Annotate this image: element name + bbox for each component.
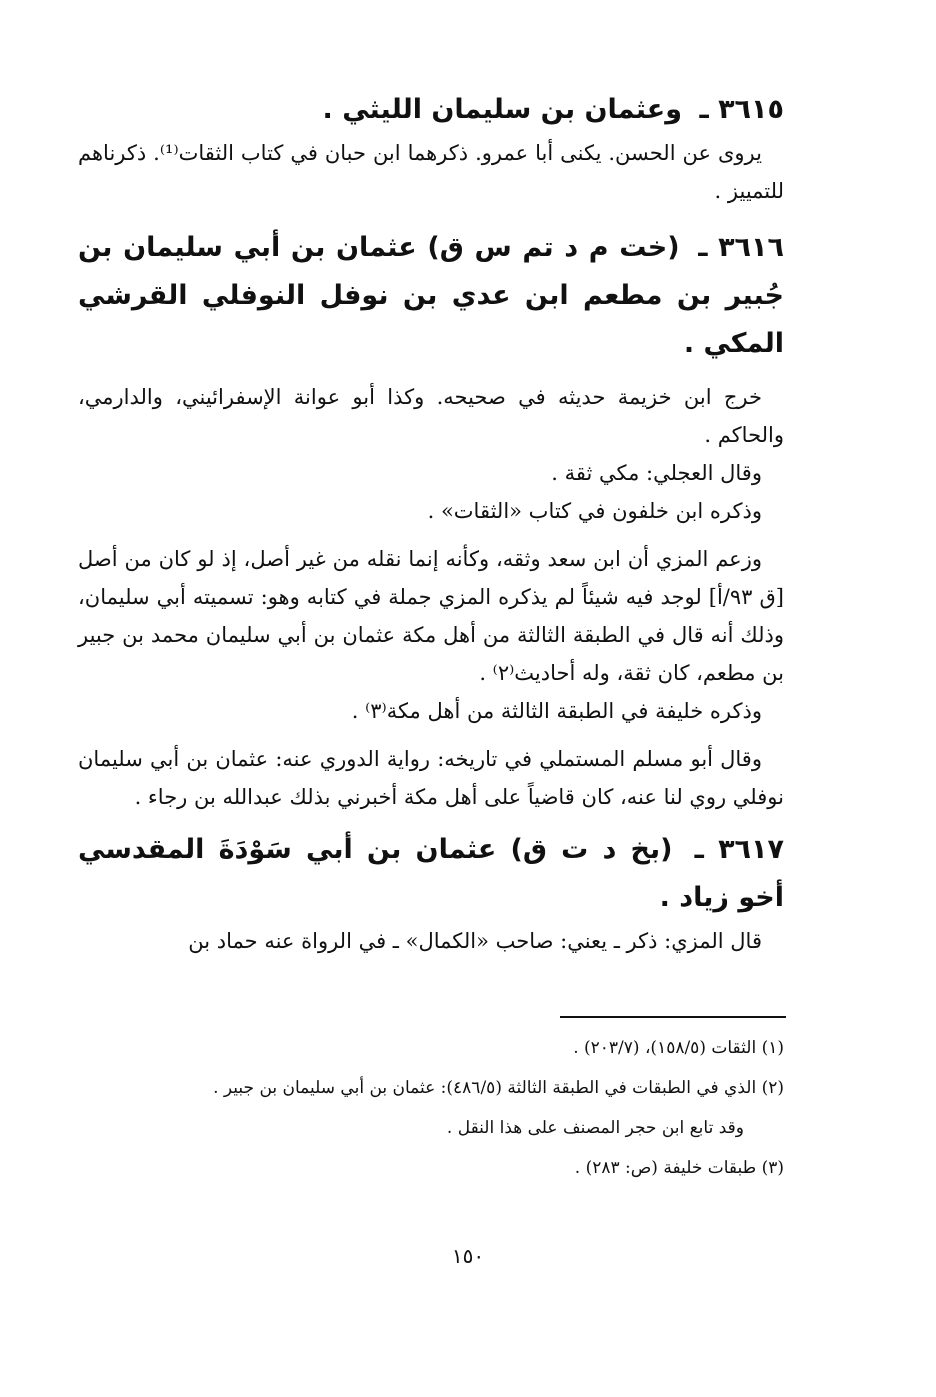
entry-paragraph: خرج ابن خزيمة حديثه في صحيحه. وكذا أبو عوانة الإسفرائيني، والدارمي، والحاكم . bbox=[78, 385, 784, 447]
entry-heading-3615 bbox=[78, 86, 784, 134]
entry-paragraph: وذكره خليفة في الطبقة الثالثة من أهل مكة⁽٣⁾ . bbox=[351, 699, 762, 723]
entry-paragraph: يروى عن الحسن. يكنى أبا عمرو. ذكرهما ابن حبان في كتاب الثقات⁽¹⁾. ذكرناهم للتمييز . bbox=[78, 141, 784, 203]
entry-paragraph: قال المزي: ذكر ـ يعني: صاحب «الكمال» ـ في الرواة عنه حماد بن bbox=[188, 929, 762, 953]
entry-paragraph: وذكره ابن خلفون في كتاب «الثقات» . bbox=[427, 499, 762, 523]
footnote-divider bbox=[560, 1016, 786, 1018]
page-number: ١٥٠ bbox=[451, 1244, 485, 1268]
footnote-2: (٢) الذي في الطبقات في الطبقة الثالثة (٤٨٦/٥): عثمان بن أبي سليمان بن جبير . bbox=[213, 1078, 784, 1098]
entry-number: ٣٦١٥ ـ bbox=[699, 94, 784, 125]
entry-paragraph: وزعم المزي أن ابن سعد وثقه، وكأنه إنما نقله من غير أصل، إذ لو كان من أصل [ق ٩٣/أ] لوجد فيه شيئاً لم يذكره المزي جملة في كتابه وهو: تسميته أبي سليمان، وذلك أنه قال في الطبقة الثالثة من أهل مكة عثمان بن أبي سليمان محمد بن جبير بن مطعم، كان ثقة، وله أحاديث⁽٢⁾ . bbox=[78, 547, 784, 685]
entry-heading-3616 bbox=[78, 224, 784, 368]
entry-paragraph: وقال العجلي: مكي ثقة . bbox=[551, 461, 762, 485]
footnote-3: (٣) طبقات خليفة (ص: ٢٨٣) . bbox=[574, 1158, 784, 1178]
entry-heading-3617 bbox=[78, 826, 784, 922]
entry-paragraph: وقال أبو مسلم المستملي في تاريخه: رواية الدوري عنه: عثمان بن أبي سليمان نوفلي روي لنا عنه، كان قاضياً على أهل مكة أخبرني بذلك عبدالله بن رجاء . bbox=[78, 747, 784, 809]
main-text bbox=[78, 86, 784, 960]
footnote-1: (١) الثقات (١٥٨/٥)، (٢٠٣/٧) . bbox=[573, 1038, 784, 1058]
entry-title: (بخ د ت ق) عثمان بن أبي سَوْدَةَ المقدسي أخو زياد . bbox=[78, 834, 784, 913]
entry-title: (خت م د تم س ق) عثمان بن أبي سليمان بن جُبير بن مطعم ابن عدي بن نوفل النوفلي القرشي المكي . bbox=[78, 232, 784, 359]
entry-number: ٣٦١٧ ـ bbox=[694, 834, 784, 865]
entry-number: ٣٦١٦ ـ bbox=[698, 232, 784, 263]
entry-title: وعثمان بن سليمان الليثي . bbox=[322, 94, 683, 125]
footnotes bbox=[78, 1030, 784, 1190]
footnote-2-continued: وقد تابع ابن حجر المصنف على هذا النقل . bbox=[446, 1118, 744, 1138]
